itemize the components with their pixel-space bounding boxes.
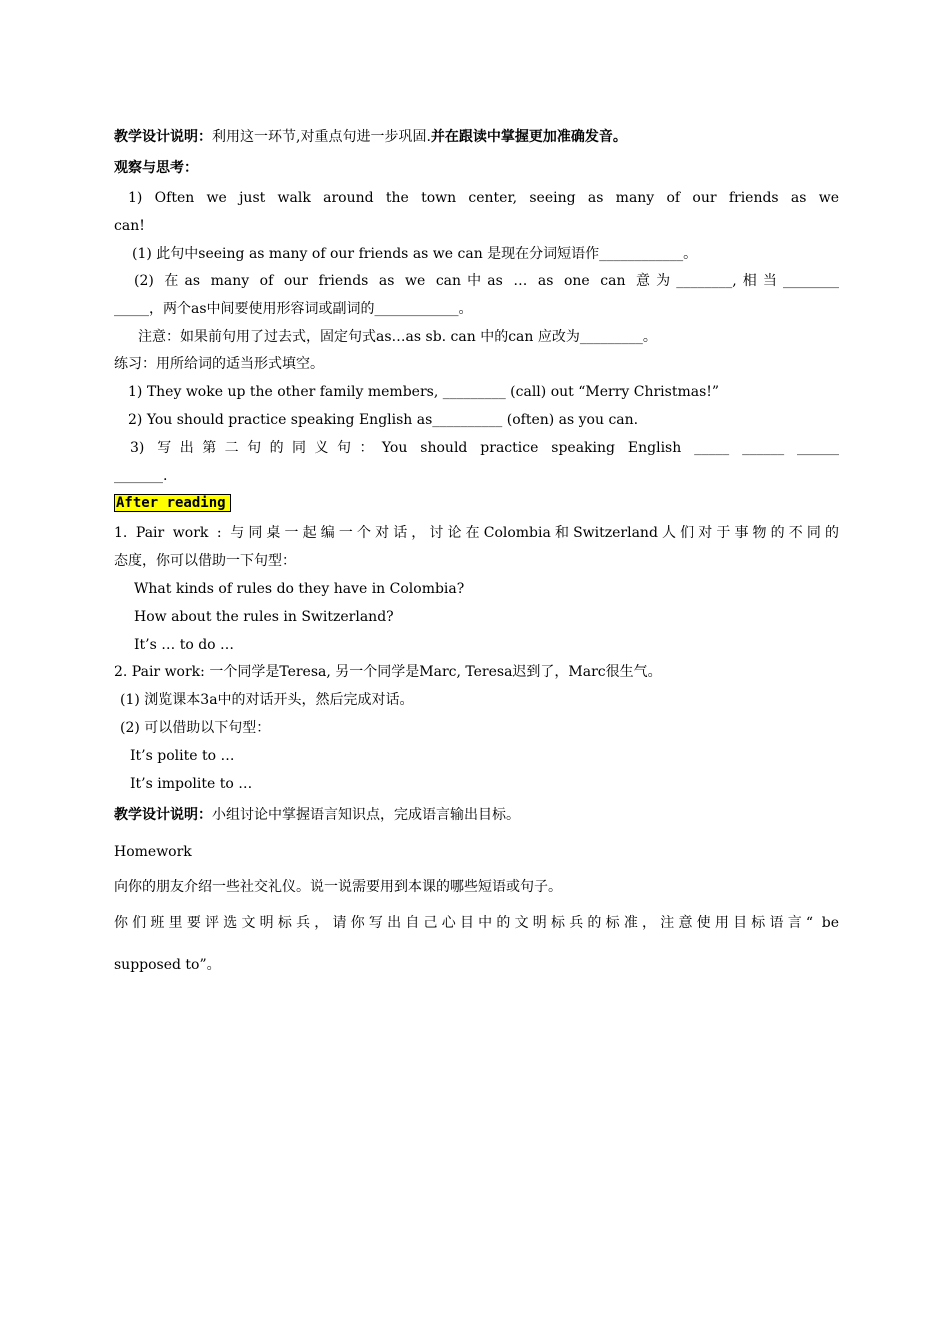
pattern-1-item: It’s … to do …: [134, 637, 235, 653]
observe-heading: 观察与思考：: [114, 160, 198, 176]
exercise-item-2: 2) You should practice speaking English as__________ (often) as you can.: [128, 412, 639, 428]
pattern-2-item: It’s impolite to …: [130, 776, 253, 792]
after-reading-label: After reading: [114, 494, 231, 512]
pattern-1-item: What kinds of rules do they have in Colombia?: [134, 581, 465, 597]
question-1: (1) 此句中seeing as many of our friends as we can 是现在分词短语作____________。: [132, 246, 698, 262]
pair-work-2-step-1: (1) 浏览课本3a中的对话开头，然后完成对话。: [120, 692, 414, 708]
design-note-label: 教学设计说明：: [114, 807, 212, 823]
note-text: 注意：如果前句用了过去式，固定句式as…as sb. can 中的can 应改为_________。: [138, 329, 657, 345]
homework-item-1: 向你的朋友介绍一些社交礼仪。说一说需要用到本课的哪些短语或句子。: [114, 879, 562, 895]
pair-work-1-line-1: 1. Pair work : 与同桌一起编一个对话，讨论在Colombia和Switzerland人们对于事物的不同的: [114, 525, 839, 541]
design-note-1: [114, 128, 839, 146]
sentence-1-line-2: can!: [114, 218, 145, 234]
pair-work-2: 2. Pair work: 一个同学是Teresa, 另一个同学是Marc, Teresa迟到了，Marc很生气。: [114, 664, 662, 680]
design-note-2: [114, 806, 839, 824]
question-2-line-1: (2) 在as many of our friends as we can中as … as one can 意为________,相当________: [134, 273, 839, 289]
exercise-heading: 练习：用所给词的适当形式填空。: [114, 356, 324, 372]
pattern-1-item: How about the rules in Switzerland?: [134, 609, 394, 625]
question-2-line-2: _____，两个as中间要使用形容词或副词的____________。: [114, 301, 473, 317]
design-note-text: 利用这一环节,对重点句进一步巩固.: [212, 129, 431, 145]
sentence-1-line-1: 1) Often we just walk around the town center, seeing as many of our friends as we: [128, 190, 839, 206]
pair-work-1-line-2: 态度，你可以借助一下句型：: [114, 553, 296, 569]
design-note-bold-text: 并在跟读中掌握更加准确发音。: [430, 129, 627, 145]
pair-work-2-step-2: (2) 可以借助以下句型：: [120, 720, 271, 736]
after-reading-heading: [114, 494, 839, 512]
design-note-text: 小组讨论中掌握语言知识点，完成语言输出目标。: [212, 807, 520, 823]
homework-item-2-continued: supposed to”。: [114, 957, 221, 973]
exercise-item-1: 1) They woke up the other family members, _________ (call) out “Merry Christmas!”: [128, 384, 720, 400]
homework-heading: Homework: [114, 844, 192, 860]
design-note-label: 教学设计说明：: [114, 129, 212, 145]
exercise-item-3-continued: _______.: [114, 468, 168, 484]
exercise-item-3: 3) 写出第二句的同义句：You should practice speaking English _____ ______ ______: [130, 440, 839, 456]
pattern-2-item: It’s polite to …: [130, 748, 235, 764]
homework-item-2: 你们班里要评选文明标兵，请你写出自己心目中的文明标兵的标准，注意使用目标语言“ be: [114, 915, 839, 931]
